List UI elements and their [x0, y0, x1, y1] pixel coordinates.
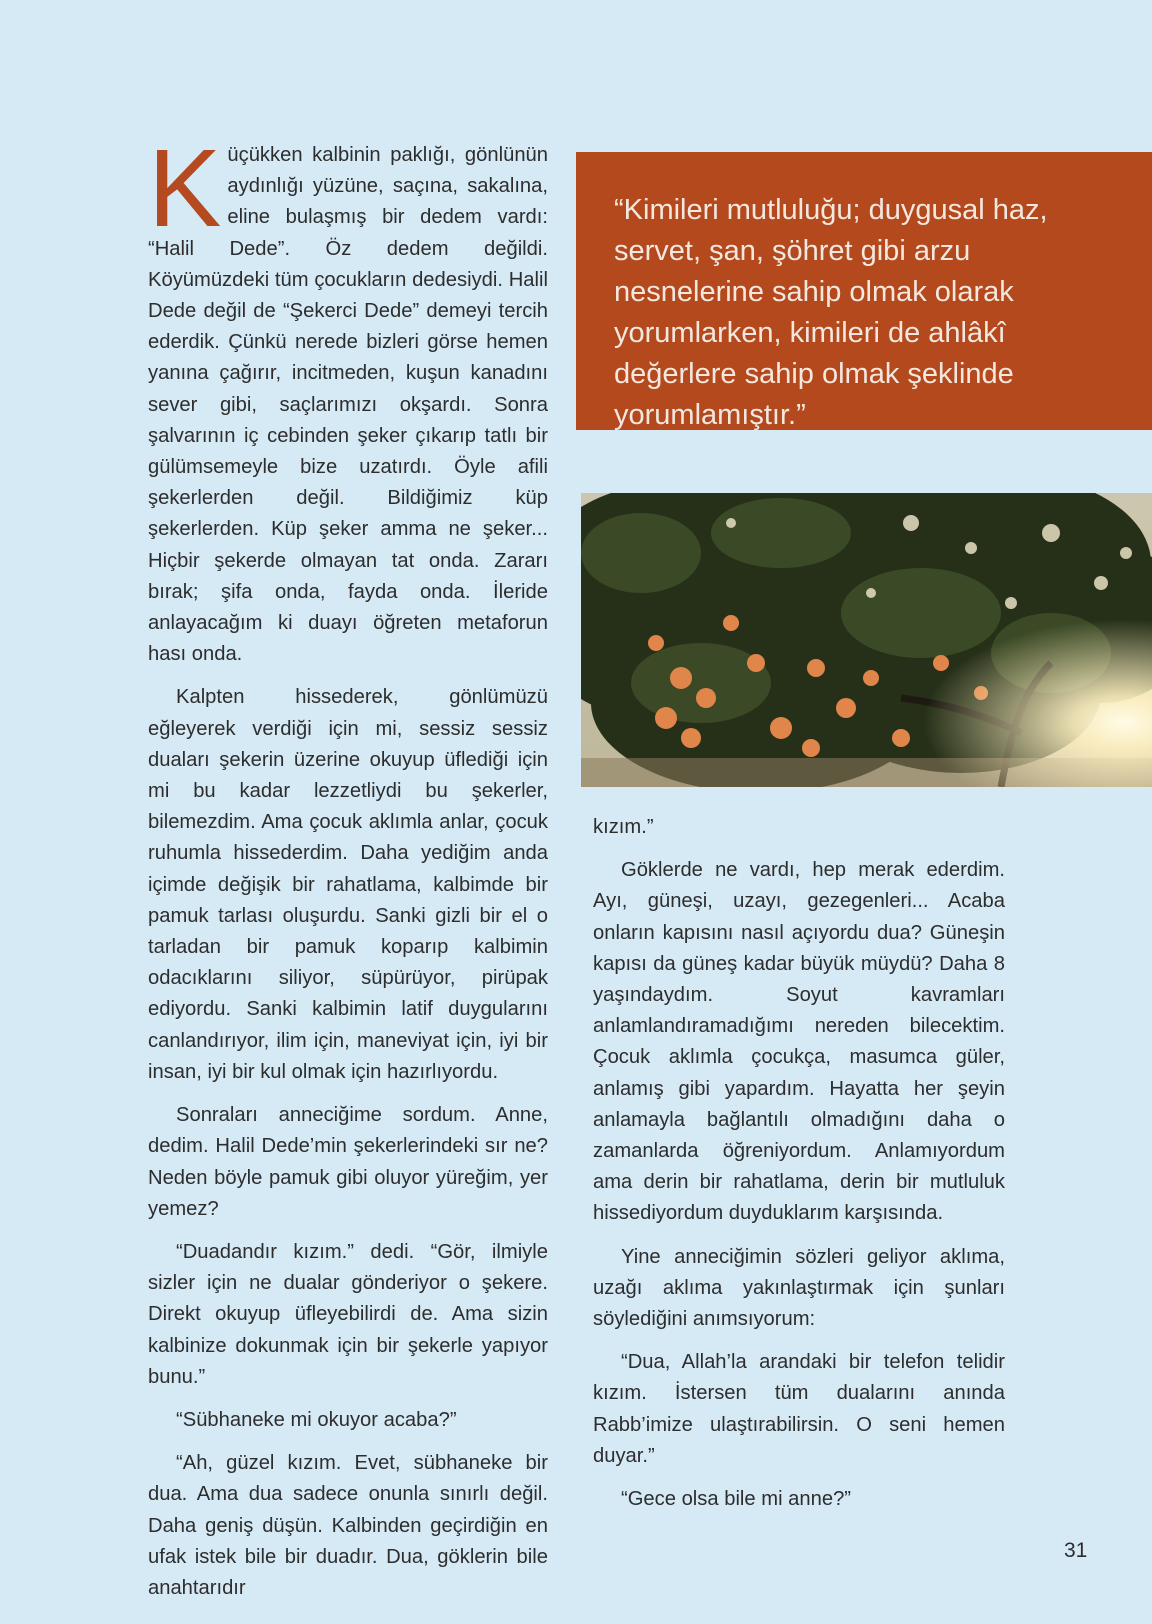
- pull-quote-box: [576, 152, 1152, 430]
- paragraph-8: Göklerde ne vardı, hep merak ederdim. Ayı, güneşi, uzayı, gezegenleri... Acaba onların kapısını nasıl açıyordu dua? Güneşin kapısı da güneş kadar büyük müydü? Daha 8 yaşındaydım. Soyut kavramları anlamlandıramadığımı nereden bilecektim. Çocuk aklımla çocukça, masumca güler, anlamış gibi yapardım. Hayatta her şeyin anlamayla bağlantılı olmadığını daha o zamanlarda öğreniyordum. Anlamıyordum ama derin bir rahatlama, derin bir mutluluk hissediyordum duyduklarım karşısında.: [593, 859, 1005, 1225]
- paragraph-1: [148, 127, 548, 670]
- paragraph-3: Sonraları anneciğime sordum. Anne, dedim. Halil Dede’min şekerlerindeki sır ne? Neden böyle pamuk gibi oluyor yüreğim, yer yemez?: [148, 1104, 548, 1220]
- page-number: 31: [1064, 1539, 1088, 1562]
- paragraph-7: kızım.”: [593, 816, 654, 838]
- paragraph-10: “Dua, Allah’la arandaki bir telefon telidir kızım. İstersen tüm dualarını anında Rabb’imize ulaştırabilirsin. O seni hemen duyar.”: [593, 1351, 1005, 1467]
- paragraph-1-text: üçükken kalbinin paklığı, gönlünün aydınlığı yüzüne, saçına, sakalına, eline bulaşmış bir dedem vardı: “Halil Dede”. Öz dedem değildi. Köyümüzdeki tüm çocukların dedesiydi. Halil Dede değil de “Şekerci Dede” demeyi tercih ederdik. Çünkü nerede bizleri görse hemen yanına çağırır, incitmeden, kuşun kanadını sever gibi, saçlarımızı okşardı. Sonra şalvarının iç cebinden şeker çıkarıp tatlı bir gülümsemeyle bize uzatırdı. Öyle afili şekerlerden değil. Bildiğimiz küp şekerlerden. Küp şeker amma ne şeker... Hiçbir şekerde olmayan tat onda. Zararı bırak; şifa onda, fayda onda. İleride anlayacağım ki duayı öğreten metaforun hası onda.: [148, 144, 548, 666]
- left-column: [148, 127, 548, 1616]
- pull-quote-text: “Kimileri mutluluğu; duygusal haz, servet, şan, şöhret gibi arzu nesnelerine sahip olmak olarak yorumlarken, kimileri de ahlâkî değerlere sahip olmak şeklinde yorumlamıştır.”: [614, 194, 1048, 431]
- paragraph-4: “Duadandır kızım.” dedi. “Gör, ilmiyle sizler için ne dualar gönderiyor o şekere. Direkt okuyup üfleyebilirdi de. Ama sizin kalbinize dokunmak için bir şekerle yapıyor bunu.”: [148, 1240, 548, 1388]
- paragraph-11: “Gece olsa bile mi anne?”: [621, 1488, 852, 1511]
- drop-cap: K: [148, 127, 222, 250]
- paragraph-5: “Sübhaneke mi okuyor acaba?”: [176, 1408, 457, 1431]
- paragraph-9: Yine anneciğimin sözleri geliyor aklıma, uzağı aklıma yakınlaştırmak için şunları söylediğini anımsıyorum:: [593, 1245, 1005, 1331]
- paragraph-2: Kalpten hissederek, gönlümüzü eğleyerek verdiği için mi, sessiz sessiz duaları şekerin üzerine okuyup üflediği için mi bu kadar lezzetliydi bu şekerler, bilemezdim. Ama çocuk aklımla anlar, çocuk ruhumla hissederdim. Daha yediğim anda içimde değişik bir rahatlama, kalbimde bir pamuk tarlası oluşurdu. Sanki gizli bir el o tarladan bir pamuk koparıp kalbimin odacıklarını siliyor, süpürüyor, pirüpak ediyordu. Sanki kalbimin latif duygularını canlandırıyor, ilim için, maneviyat için, iyi bir insan, iyi bir kul olmak için hazırlıyordu.: [148, 686, 548, 1083]
- right-column: [593, 812, 1005, 1527]
- apricot-tree-photo: [581, 493, 1152, 787]
- paragraph-6: “Ah, güzel kızım. Evet, sübhaneke bir dua. Ama dua sadece onunla sınırlı değil. Daha geniş düşün. Kalbinden geçirdiğin en ufak istek bile bir duadır. Dua, göklerin bile anahtarıdır: [148, 1452, 548, 1599]
